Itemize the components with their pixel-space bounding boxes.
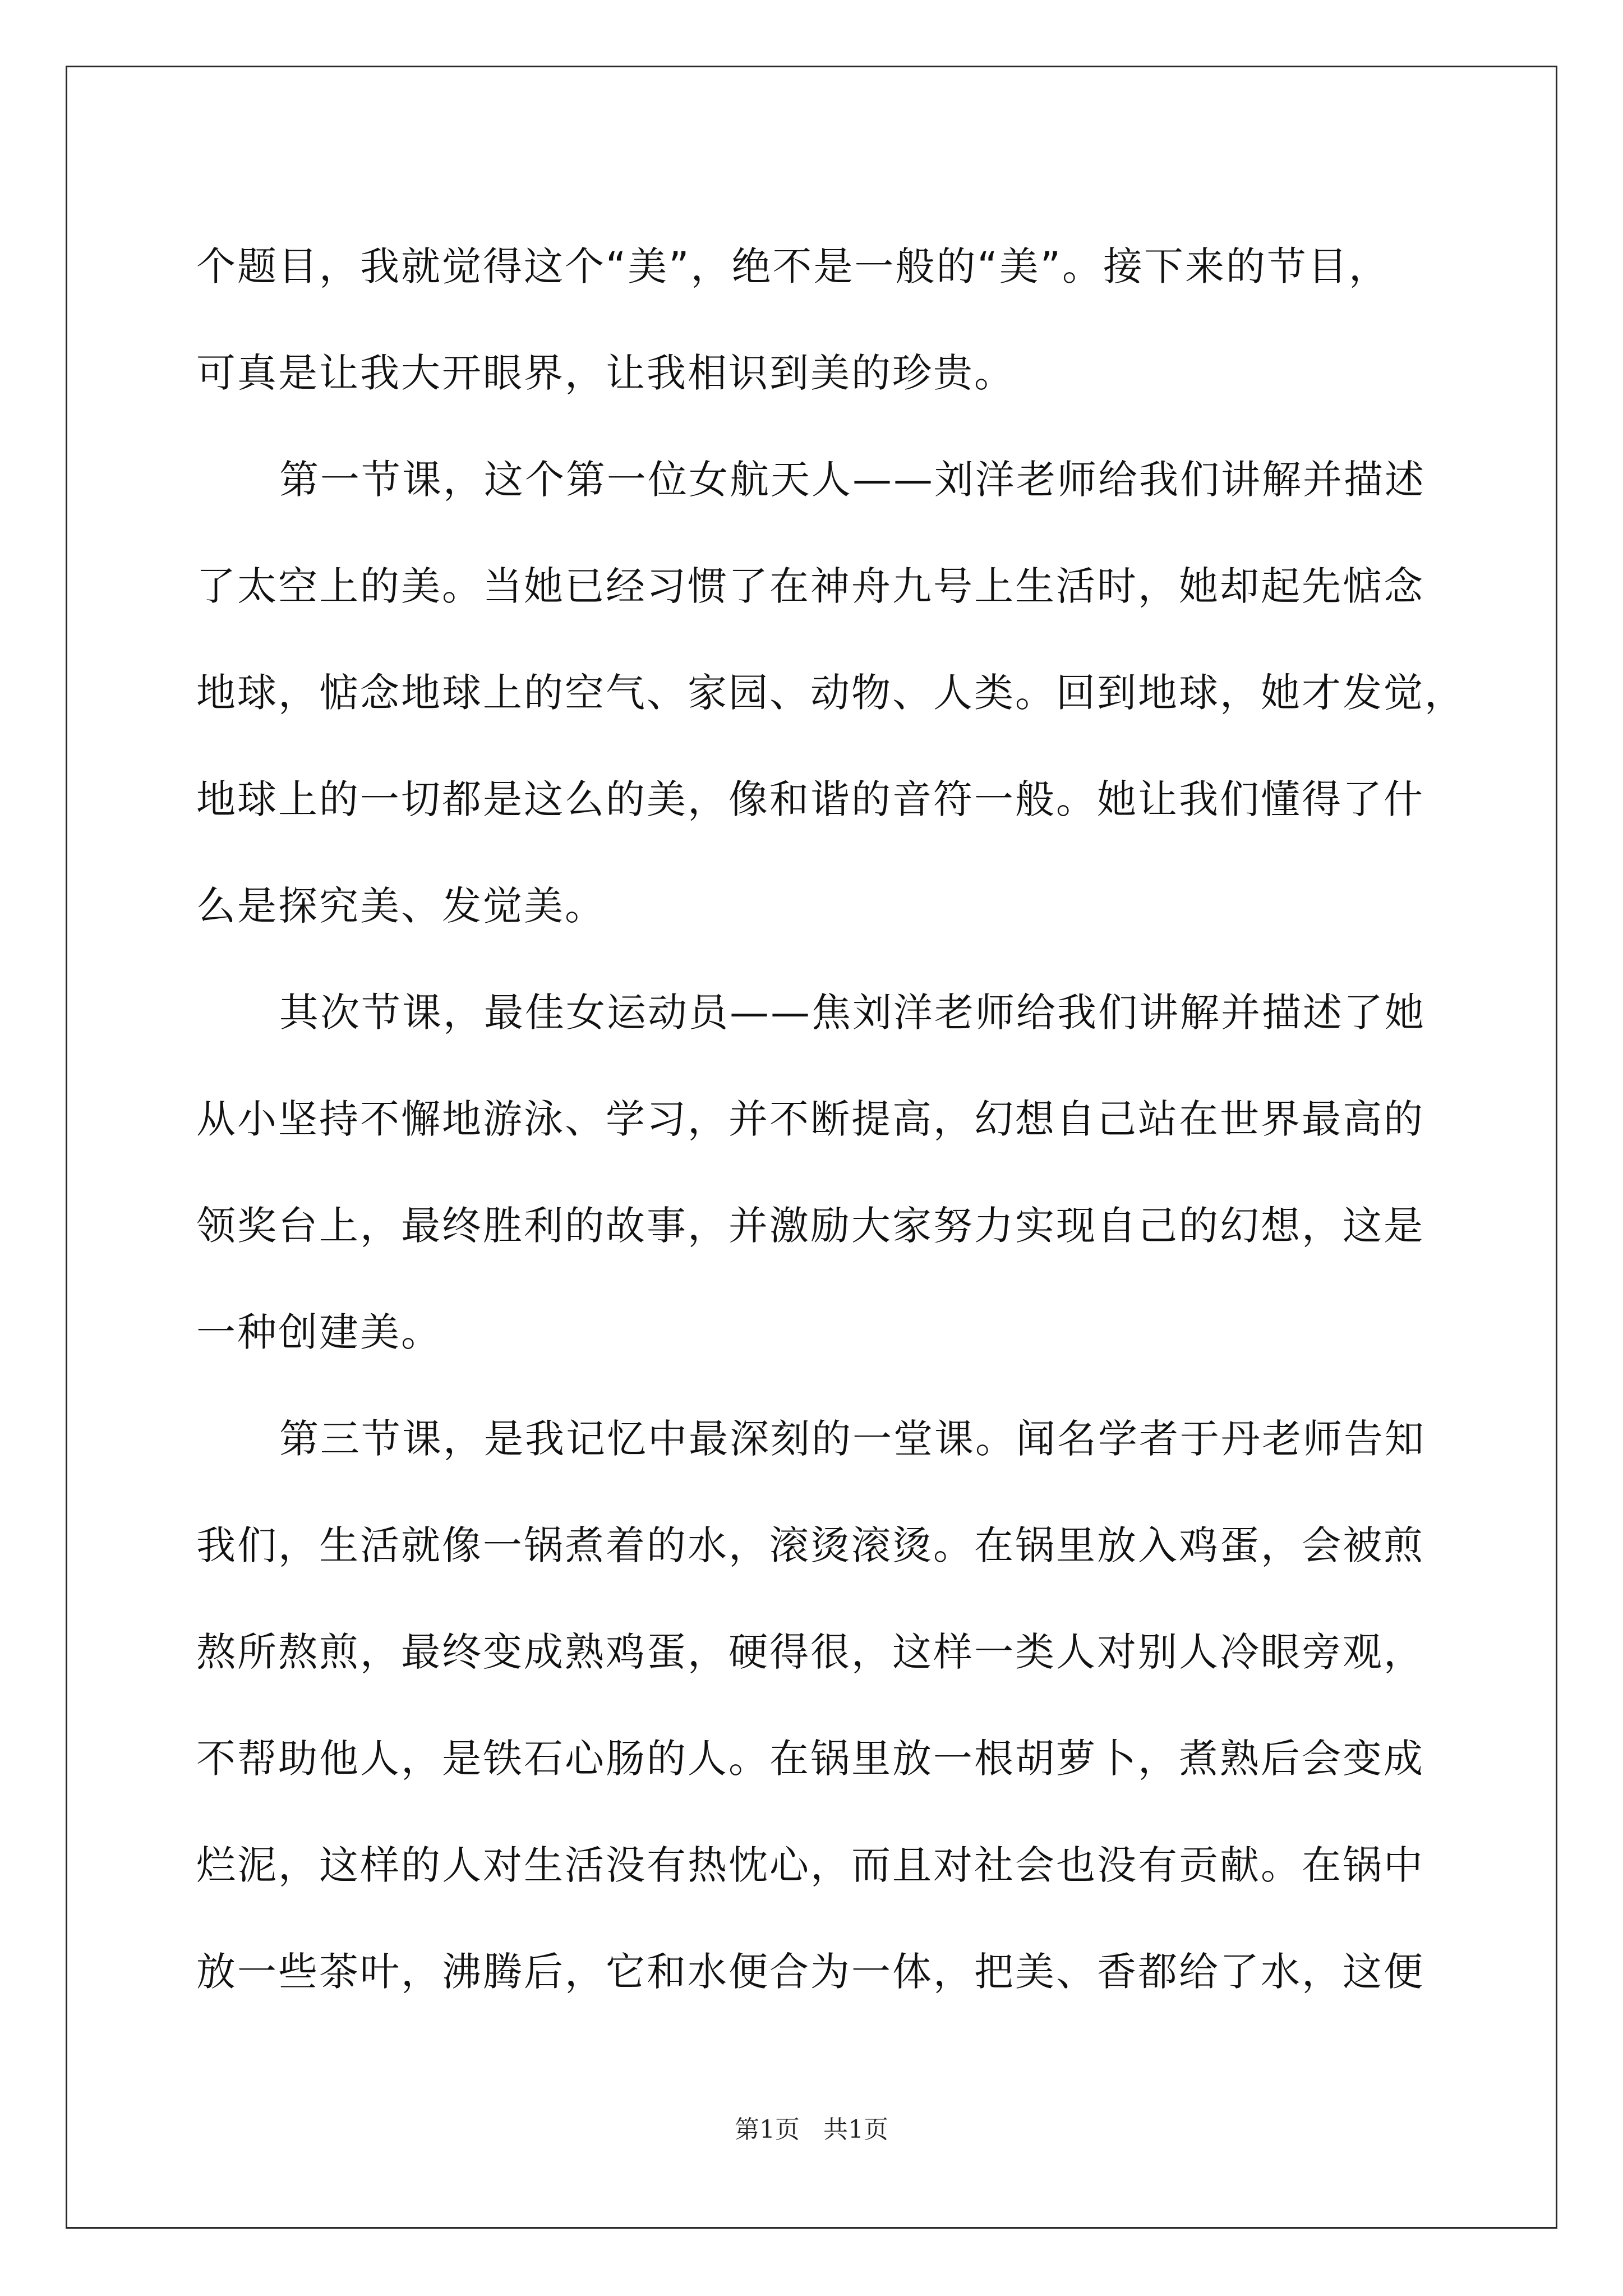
page-footer <box>0 2109 1623 2145</box>
text-line: 地球，惦念地球上的空气、家园、动物、人类。回到地球，她才发觉， <box>196 670 1465 716</box>
text-line: 一种创建美。 <box>196 1309 442 1355</box>
page-number-total: 共1页 <box>823 2115 888 2144</box>
text-line: 领奖台上，最终胜利的故事，并激励大家努力实现自己的幻想，这是 <box>196 1203 1424 1249</box>
text-line: 我们，生活就像一锅煮着的水，滚烫滚烫。在锅里放入鸡蛋，会被煎 <box>196 1522 1424 1568</box>
text-line: 其次节课，最佳女运动员——焦刘洋老师给我们讲解并描述了她 <box>279 990 1426 1036</box>
text-line: 不帮助他人，是铁石心肠的人。在锅里放一根胡萝卜，煮熟后会变成 <box>196 1736 1424 1782</box>
text-line: 烂泥，这样的人对生活没有热忱心，而且对社会也没有贡献。在锅中 <box>196 1842 1424 1888</box>
document-body <box>196 213 1465 2025</box>
text-line: 么是探究美、发觉美。 <box>196 883 606 929</box>
text-line: 熬所熬煎，最终变成熟鸡蛋，硬得很，这样一类人对别人冷眼旁观， <box>196 1629 1424 1675</box>
text-line: 第一节课，这个第一位女航天人——刘洋老师给我们讲解并描述 <box>279 457 1426 503</box>
text-line: 从小坚持不懈地游泳、学习，并不断提高，幻想自己站在世界最高的 <box>196 1096 1424 1142</box>
text-line: 了太空上的美。当她已经习惯了在神舟九号上生活时，她却起先惦念 <box>196 563 1424 609</box>
page-number-current: 第1页 <box>735 2115 800 2144</box>
text-line: 个题目，我就觉得这个“美”，绝不是一般的“美”。接下来的节目， <box>196 243 1390 289</box>
text-line: 第三节课，是我记忆中最深刻的一堂课。闻名学者于丹老师告知 <box>279 1416 1426 1462</box>
text-line: 放一些茶叶，沸腾后，它和水便合为一体，把美、香都给了水，这便 <box>196 1949 1424 1995</box>
text-line: 地球上的一切都是这么的美，像和谐的音符一般。她让我们懂得了什 <box>196 776 1424 822</box>
text-line: 可真是让我大开眼界，让我相识到美的珍贵。 <box>196 350 1015 396</box>
